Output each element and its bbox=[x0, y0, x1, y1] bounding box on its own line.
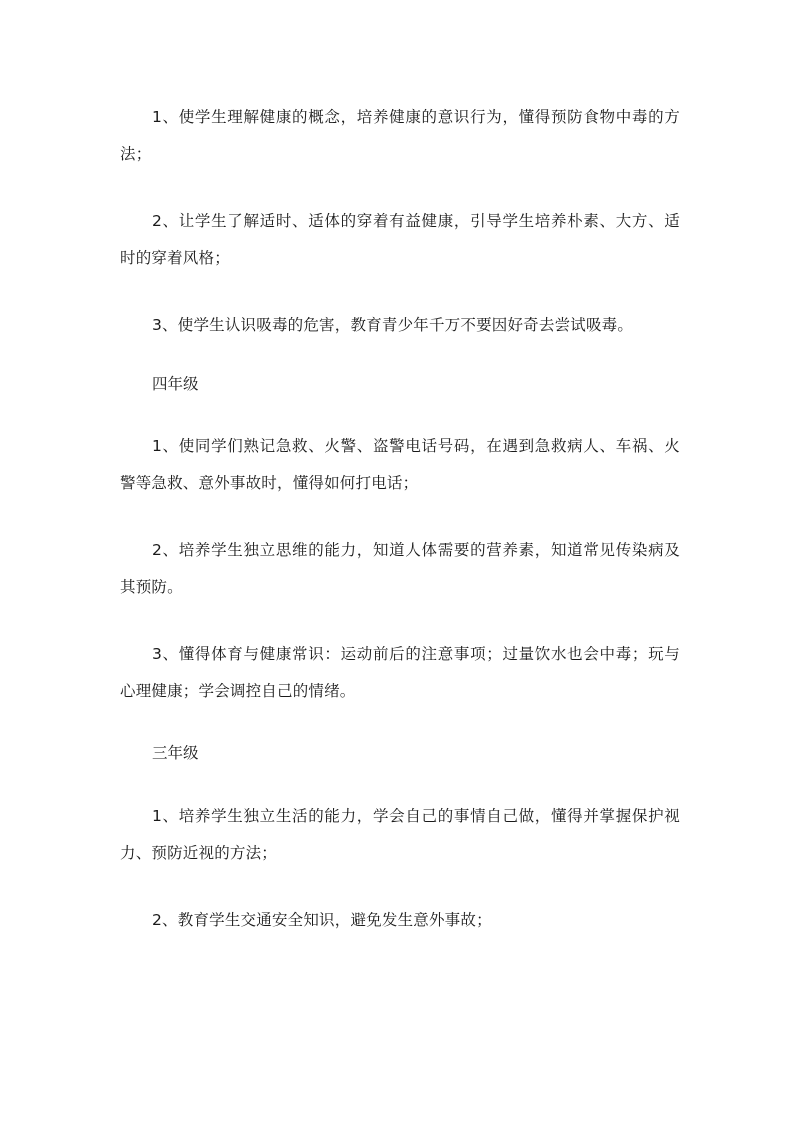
heading-grade4: 四年级 bbox=[152, 375, 199, 393]
paragraph-grade3-item-1: 1、培养学生独立生活的能力，学会自己的事情自己做，懂得并掌握保护视力、预防近视的方法； bbox=[120, 807, 680, 862]
paragraph-grade5-item-1: 1、使学生理解健康的概念，培养健康的意识行为，懂得预防食物中毒的方法； bbox=[120, 108, 680, 163]
paragraph-grade4-item-2: 2、培养学生独立思维的能力，知道人体需要的营养素，知道常见传染病及其预防。 bbox=[120, 541, 680, 596]
paragraph-grade3-item-2: 2、教育学生交通安全知识，避免发生意外事故； bbox=[152, 911, 492, 929]
paragraph-grade4-item-1: 1、使同学们熟记急救、火警、盗警电话号码，在遇到急救病人、车祸、火警等急救、意外事故时，懂得如何打电话； bbox=[120, 437, 680, 492]
paragraph-grade4-item-3: 3、懂得体育与健康常识：运动前后的注意事项；过量饮水也会中毒；玩与心理健康；学会调控自己的情绪。 bbox=[120, 645, 680, 700]
paragraph-grade5-item-3: 3、使学生认识吸毒的危害，教育青少年千万不要因好奇去尝试吸毒。 bbox=[152, 316, 634, 334]
heading-grade3: 三年级 bbox=[152, 744, 199, 762]
paragraph-grade5-item-2: 2、让学生了解适时、适体的穿着有益健康，引导学生培养朴素、大方、适时的穿着风格； bbox=[120, 212, 680, 267]
